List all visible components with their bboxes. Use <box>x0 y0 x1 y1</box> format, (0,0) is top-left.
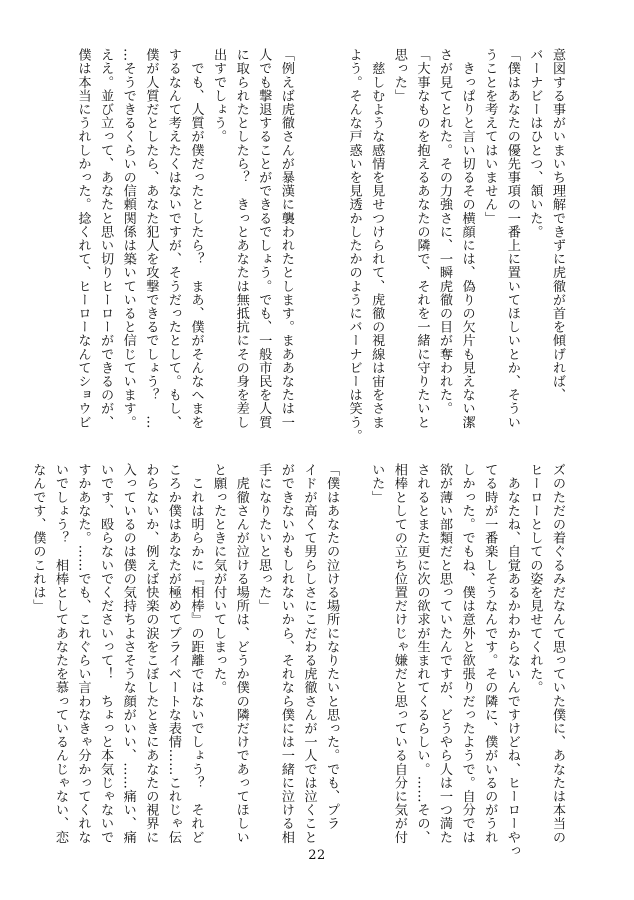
text-line: ができないかもしれないから、それなら僕には一緒に泣ける相 <box>278 463 294 844</box>
text-line: 「例えば虎徹さんが暴漢に襲われたとします。まああなたは一 <box>278 48 294 429</box>
text-line: でも、人質が僕だったとしたら？ まあ、僕がそんなへまを <box>188 48 204 429</box>
page-number: 22 <box>308 848 326 863</box>
text-line: 「僕はあなたの優先事項の一番上に置いてほしいとか、そうい <box>504 48 520 429</box>
text-line: いでしょう？ 相棒としてあなたを慕っているんじゃない、恋 <box>52 463 68 844</box>
text-line: と願ったときに気が付いてしまった。 <box>211 463 227 695</box>
text-line: されるとまた更に次の欲求が生まれてくるらしい。……その、 <box>414 463 430 844</box>
text-line: 手になりたいと思った」 <box>256 463 272 613</box>
text-line: すかあなた。……でも、これぐらい言わなきゃ分かってくれな <box>75 463 91 844</box>
text-line: 僕が人質だとしたら、あなた犯人を攻撃できるでしょう？ … <box>143 48 159 429</box>
text-line: するなんて考えたくはないですが、そうだったとして。もし、 <box>165 48 181 429</box>
text-line: ズのただの着ぐるみだなんて思っていた僕に、あなたは本当の <box>550 463 565 844</box>
blank-line <box>342 463 365 828</box>
blank-line <box>319 48 342 410</box>
text-line: さが見てとれた。その力強さに、一瞬虎徹の目が奪われた。 <box>437 48 453 416</box>
text-line: いた」 <box>369 463 385 504</box>
text-line: 僕は本当にうれしかった。捻くれて、ヒーローなんてショウビ <box>75 48 91 429</box>
text-line: 入っているのは僕の気持ちよさそうな顔がいい、……痛い、痛 <box>120 463 136 844</box>
upper-text-block <box>53 48 568 443</box>
text-line: …そうできるくらいの信頼関係は築いていると信じています。 <box>120 48 136 429</box>
text-line: これは明らかに『相棒』の距離ではないでしょう？ それど <box>188 463 204 844</box>
text-line: よう。そんな戸惑いを見透かしたかのようにバーナビーは笑う。 <box>346 48 362 443</box>
text-line: なんです、僕のこれは」 <box>30 463 46 613</box>
text-line: に取られたとしたら？ きっとあなたは無抵抗にその身を差し <box>233 48 249 429</box>
text-line: いです、殴らないでくださいって！ ちょっと本気じゃないで <box>98 463 114 844</box>
text-line: バーナビーはひとつ、頷いた。 <box>527 48 543 239</box>
text-line: イドが高くて男らしさにこだわる虎徹さんが一人では泣くこと <box>301 463 317 844</box>
text-line: 「大事なものを抱えるあなたの隣で、それを一緒に守りたいと <box>414 48 430 429</box>
text-line: きっぱりと言い切るその横顔には、偽りの欠片も見えない潔 <box>459 48 475 429</box>
text-line: しかった。でもね、僕は意外と欲張りだったようで。自分では <box>459 463 475 844</box>
text-line: 出すでしょう。 <box>211 48 227 144</box>
text-line: 人でも撃退することができるでしょう。でも、一般市民を人質 <box>256 48 272 429</box>
text-line: うことを考えてはいません」 <box>482 48 498 225</box>
text-line: ヒーローとしての姿を見せてくれた。 <box>527 463 543 695</box>
text-line: 「僕はあなたの泣ける場所になりたいと思った。でも、プラ <box>324 463 340 831</box>
text-line: 慈しむような感情を見せつけられて、虎徹の視線は宙をさま <box>369 48 385 429</box>
text-line: 欲が薄い部類だと思っていたんですが、どうやら人は一つ満た <box>437 463 453 844</box>
text-line: あなたね、自覚あるかわからないんですけどね、ヒーローやっ <box>504 463 520 858</box>
text-line: ええ。並び立って、あなたと思い切りヒーローができるのが、 <box>98 48 114 429</box>
text-line: 思った」 <box>391 48 407 103</box>
text-line: 意図する事がいまいち理解できずに虎徹が首を傾げれば、 <box>550 48 565 402</box>
text-line: ころか僕はあなたが極めてプライベートな表情……これじゃ伝 <box>165 463 181 844</box>
text-line: 虎徹さんが泣ける場所は、どうか僕の隣だけであってほしい <box>233 463 249 844</box>
text-line: わらないか、例えば快楽の涙をこぼしたときにあなたの視界に <box>143 463 159 844</box>
blank-line <box>297 48 320 410</box>
text-line: てる時が一番楽しそうなんです。その隣に、僕がいるのがうれ <box>482 463 498 844</box>
text-line: 相棒としての立ち位置だけじゃ嫌だと思っている自分に気が付 <box>391 463 407 844</box>
